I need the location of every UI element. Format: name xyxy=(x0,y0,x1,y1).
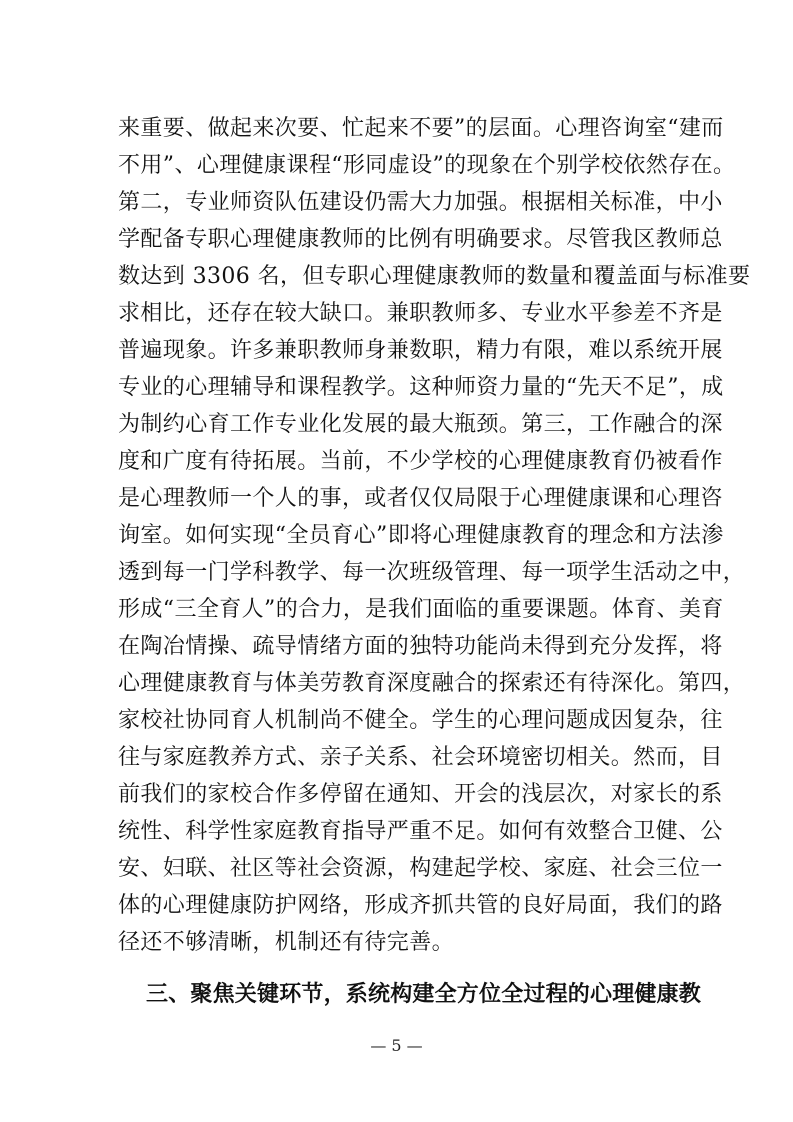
text-line: 前我们的家校合作多停留在通知、开会的浅层次，对家长的系 xyxy=(118,782,723,807)
text-line: 度和广度有待拓展。当前，不少学校的心理健康教育仍被看作 xyxy=(118,449,723,474)
text-line: 往与家庭教养方式、亲子关系、社会环境密切相关。然而，目 xyxy=(118,745,723,770)
text-line: 为制约心育工作专业化发展的最大瓶颈。第三，工作融合的深 xyxy=(118,412,723,437)
text-line: 心理健康教育与体美劳教育深度融合的探索还有待深化。第四， xyxy=(118,671,746,696)
text-line: 询室。如何实现“全员育心”即将心理健康教育的理念和方法渗 xyxy=(118,523,724,548)
text-line: 形成“三全育人”的合力，是我们面临的重要课题。体育、美育 xyxy=(118,597,724,622)
text-line: 第二，专业师资队伍建设仍需大力加强。根据相关标准，中小 xyxy=(118,190,723,215)
text-line: 普遍现象。许多兼职教师身兼数职，精力有限，难以系统开展 xyxy=(118,338,723,363)
text-line: 数达到 3306 名，但专职心理健康教师的数量和覆盖面与标准要 xyxy=(118,264,751,289)
text-line: 学配备专职心理健康教师的比例有明确要求。尽管我区教师总 xyxy=(118,227,723,252)
text-line: 家校社协同育人机制尚不健全。学生的心理问题成因复杂，往 xyxy=(118,708,723,733)
text-line: 统性、科学性家庭教育指导严重不足。如何有效整合卫健、公 xyxy=(118,819,723,844)
page-number: — 5 — xyxy=(370,1036,423,1055)
text-line: 是心理教师一个人的事，或者仅仅局限于心理健康课和心理咨 xyxy=(118,486,723,511)
body-paragraph xyxy=(118,110,751,961)
text-line: 不用”、心理健康课程“形同虚设”的现象在个别学校依然存在。 xyxy=(118,153,736,178)
text-line: 安、妇联、社区等社会资源，构建起学校、家庭、社会三位一 xyxy=(118,856,723,881)
text-line: 透到每一门学科教学、每一次班级管理、每一项学生活动之中， xyxy=(118,560,746,585)
text-line: 来重要、做起来次要、忙起来不要”的层面。心理咨询室“建而 xyxy=(118,116,724,141)
text-line: 求相比，还存在较大缺口。兼职教师多、专业水平参差不齐是 xyxy=(118,301,723,326)
text-line: 径还不够清晰，机制还有待完善。 xyxy=(118,930,455,955)
section-heading: 三、聚焦关键环节，系统构建全方位全过程的心理健康教 xyxy=(146,982,702,1007)
text-line: 体的心理健康防护网络，形成齐抓共管的良好局面，我们的路 xyxy=(118,893,723,918)
text-line: 在陶冶情操、疏导情绪方面的独特功能尚未得到充分发挥，将 xyxy=(118,634,723,659)
text-line: 专业的心理辅导和课程教学。这种师资力量的“先天不足”，成 xyxy=(118,375,724,400)
